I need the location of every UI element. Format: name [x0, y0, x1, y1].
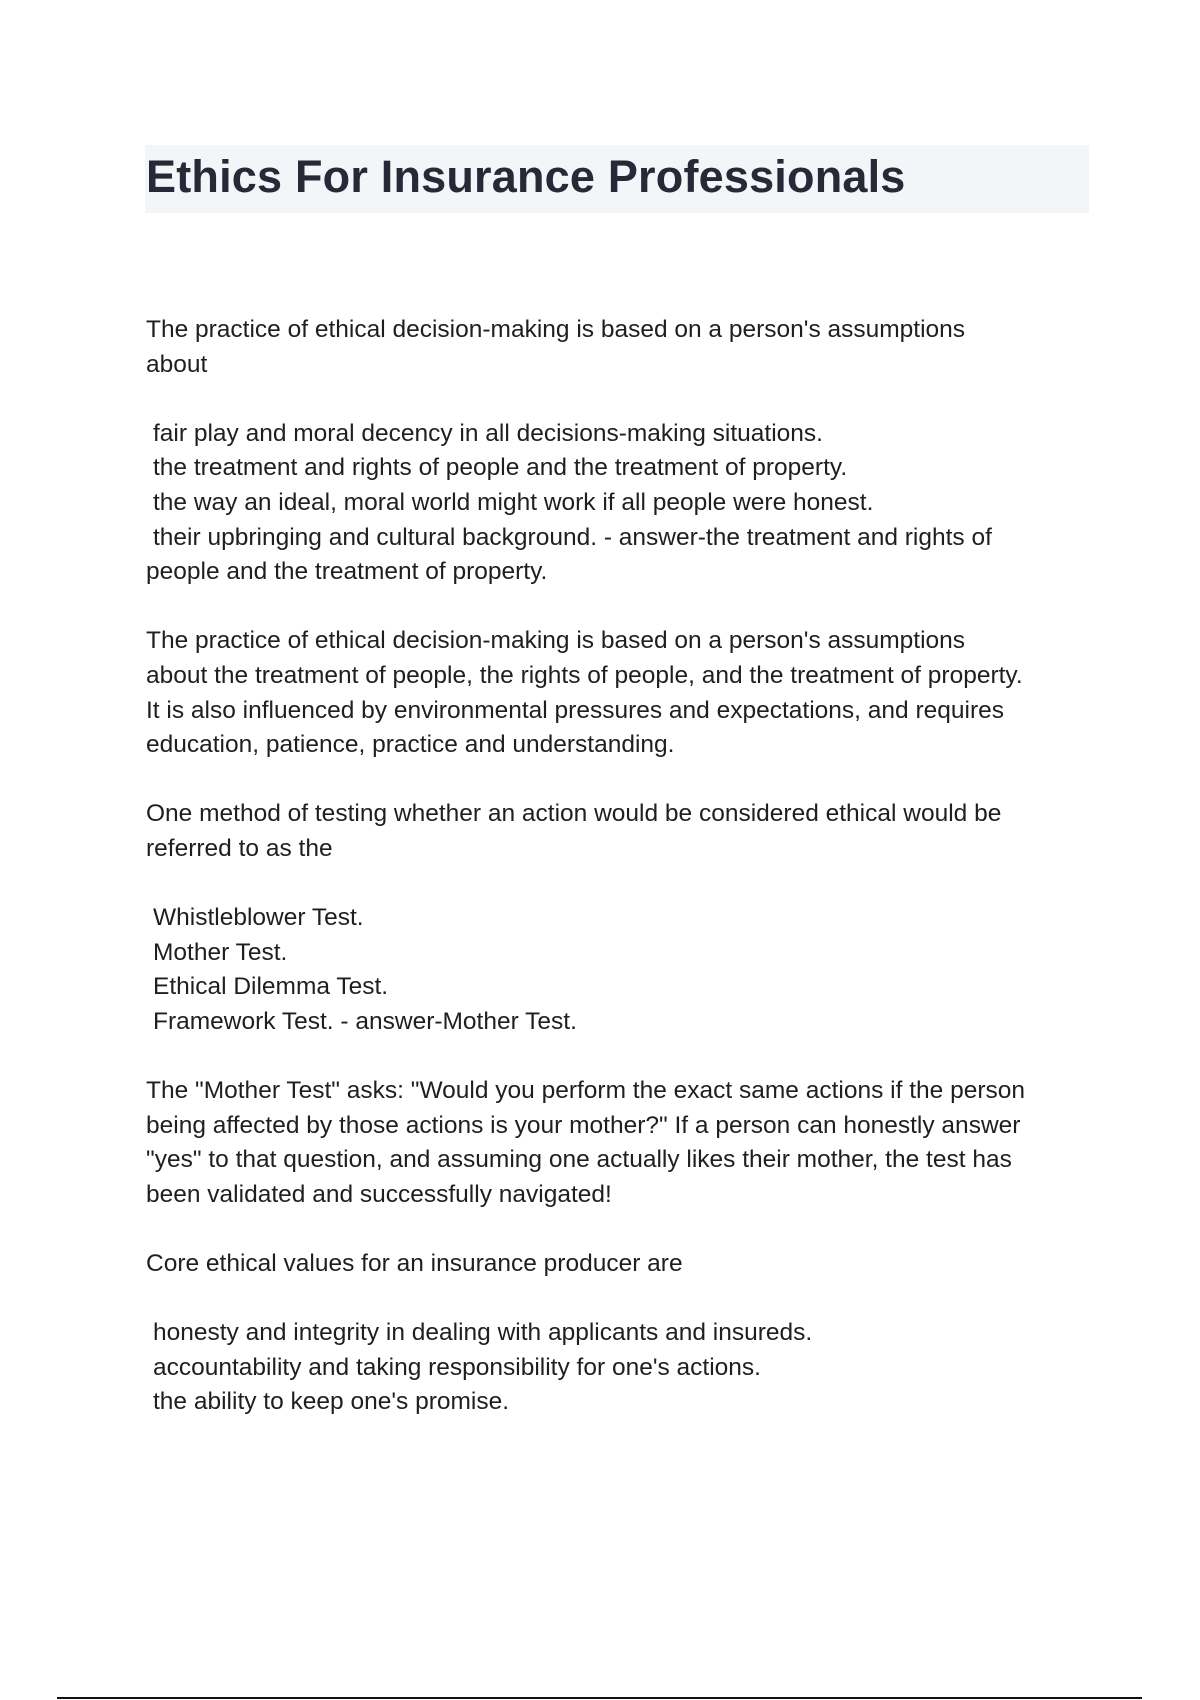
text-line: being affected by those actions is your mother?" If a person can honestly answer: [146, 1111, 1021, 1139]
text-line: Core ethical values for an insurance producer are: [146, 1250, 683, 1278]
answer-option: the treatment and rights of people and the treatment of property.: [153, 454, 848, 482]
answer-option: the ability to keep one's promise.: [153, 1388, 510, 1416]
text-line: "yes" to that question, and assuming one actually likes their mother, the test has: [146, 1146, 1012, 1174]
text-line: about the treatment of people, the rights of people, and the treatment of property.: [146, 661, 1023, 689]
question-3-text: [146, 1247, 1096, 1282]
answer-option: fair play and moral decency in all decisions-making situations.: [153, 419, 823, 447]
answer-option: Whistleblower Test.: [153, 904, 364, 932]
question-2-options: [146, 901, 1096, 1039]
text-line: education, patience, practice and understanding.: [146, 731, 675, 759]
answer-option: their upbringing and cultural background. - answer-the treatment and rights of: [153, 523, 992, 551]
text-line: referred to as the: [146, 834, 333, 862]
text-line: It is also influenced by environmental pressures and expectations, and requires: [146, 696, 1004, 724]
question-1-text: [146, 313, 1096, 382]
page-bottom-rule: [57, 1697, 1142, 1699]
answer-option: honesty and integrity in dealing with applicants and insureds.: [153, 1319, 813, 1347]
answer-continuation: people and the treatment of property.: [146, 558, 548, 586]
text-line: The "Mother Test" asks: "Would you perform the exact same actions if the person: [146, 1077, 1026, 1105]
document-title: Ethics For Insurance Professionals: [146, 151, 906, 202]
answer-option: accountability and taking responsibility for one's actions.: [153, 1353, 761, 1381]
explanation-2: [146, 1074, 1096, 1212]
question-2-text: [146, 797, 1096, 866]
document-body: [146, 313, 1096, 1455]
answer-option: Framework Test. - answer-Mother Test.: [153, 1007, 577, 1035]
explanation-1: [146, 624, 1096, 762]
answer-option: Ethical Dilemma Test.: [153, 973, 389, 1001]
question-1-options: [146, 417, 1096, 590]
text-line: One method of testing whether an action would be considered ethical would be: [146, 800, 1002, 828]
text-line: The practice of ethical decision-making is based on a person's assumptions: [146, 316, 966, 343]
text-line: about: [146, 350, 208, 378]
answer-option: the way an ideal, moral world might work if all people were honest.: [153, 488, 874, 516]
answer-option: Mother Test.: [153, 938, 288, 966]
text-line: The practice of ethical decision-making is based on a person's assumptions: [146, 627, 966, 655]
text-line: been validated and successfully navigated!: [146, 1180, 612, 1208]
question-3-options: [146, 1316, 1096, 1420]
